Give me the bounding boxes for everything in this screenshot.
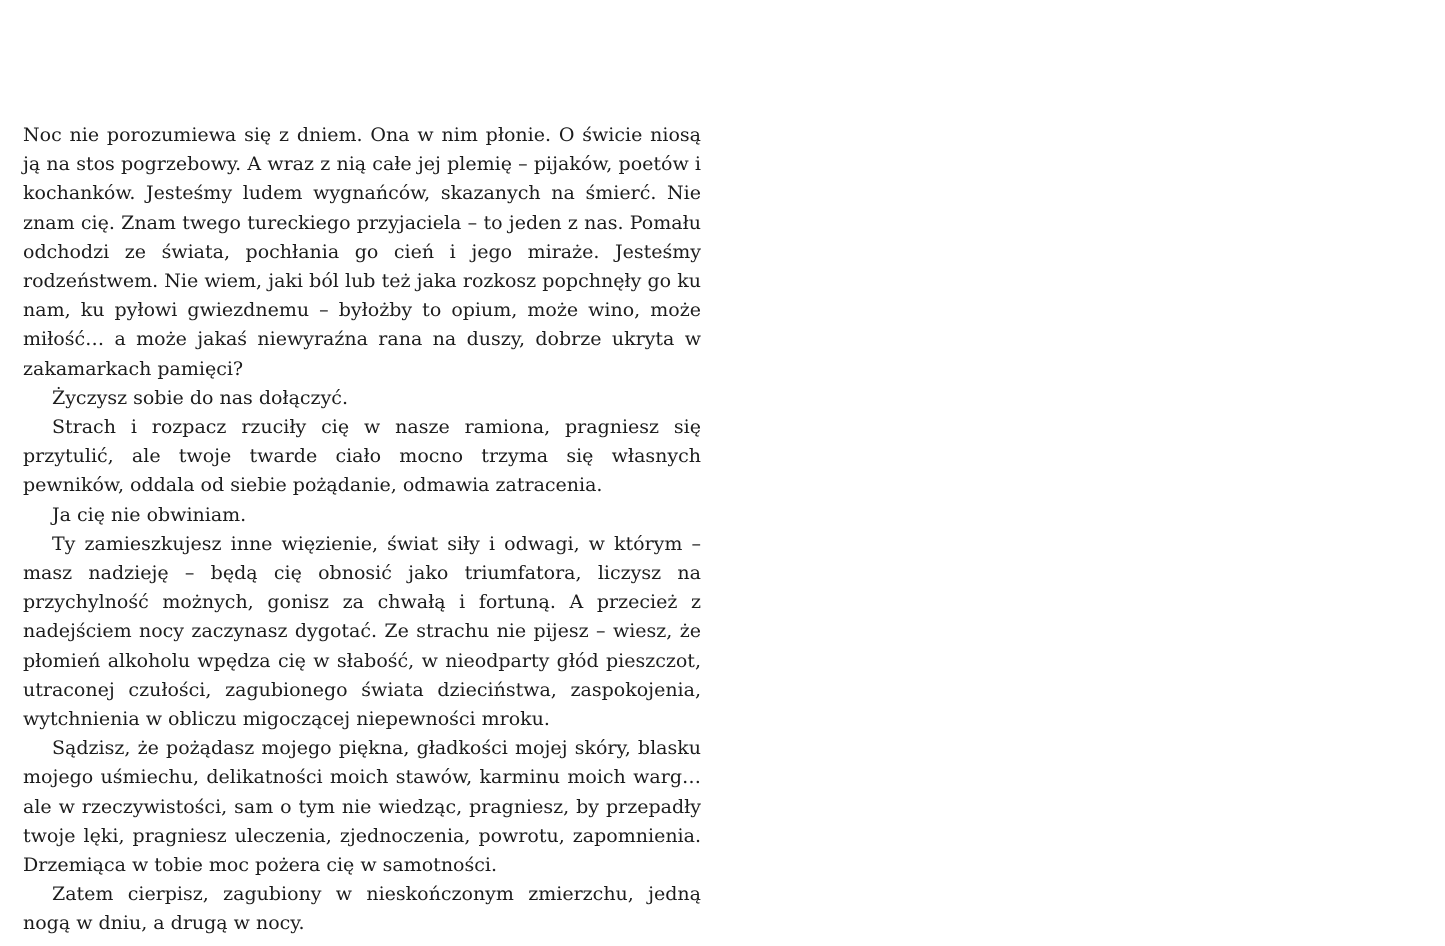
paragraph-5: Ty zamieszkujesz inne więzienie, świat siły i odwagi, w którym – masz nadzieję – będą cię obnosić jako triumfatora, liczysz na przychylność możnych, gonisz za chwałą i fortuną. A przecież z nadejściem nocy zaczynasz dygotać. Ze strachu nie pijesz – wiesz, że płomień alkoholu wpędza cię w słabość, w nieodparty głód pieszczot, utraconej czułości, zagubionego świata dzieciństwa, zaspokojenia, wytchnienia w obliczu migoczącej niepewności mroku. (23, 532, 701, 731)
paragraph-7: Zatem cierpisz, zagubiony w nieskończonym zmierzchu, jedną nogą w dniu, a drugą w nocy. (23, 883, 701, 935)
paragraph-1: Noc nie porozumiewa się z dniem. Ona w nim płonie. O świcie niosą ją na stos pogrzebowy. A wraz z nią całe jej plemię – pijaków, poetów i kochanków. Jesteśmy ludem wygnańców, skazanych na śmierć. Nie znam cię. Znam twego tureckiego przyjaciela – to jeden z nas. Pomału odchodzi ze świata, pochłania go cień i jego miraże. Jesteśmy rodzeństwem. Nie wiem, jaki ból lub też jaka rozkosz popchnęły go ku nam, ku pyłowi gwiezdnemu – byłożby to opium, może wino, może miłość… a może jakaś niewyraźna rana na duszy, dobrze ukryta w zakamarkach pamięci? (23, 124, 701, 380)
paragraph-3: Strach i rozpacz rzuciły cię w nasze ramiona, pragniesz się przytulić, ale twoje twarde ciało mocno trzyma się własnych pewników, oddala od siebie pożądanie, odmawia zatracenia. (23, 416, 701, 497)
paragraph-2: Życzysz sobie do nas dołączyć. (52, 386, 348, 409)
text-column (23, 121, 701, 939)
paragraph-4: Ja cię nie obwiniam. (52, 503, 247, 526)
paragraph-6: Sądzisz, że pożądasz mojego piękna, gładkości mojej skóry, blasku mojego uśmiechu, delikatności moich stawów, karminu moich warg… ale w rzeczywistości, sam o tym nie wiedząc, pragniesz, by przepadły twoje lęki, pragniesz uleczenia, zjednoczenia, powrotu, zapomnienia. Drzemiąca w tobie moc pożera cię w samotności. (23, 737, 701, 877)
